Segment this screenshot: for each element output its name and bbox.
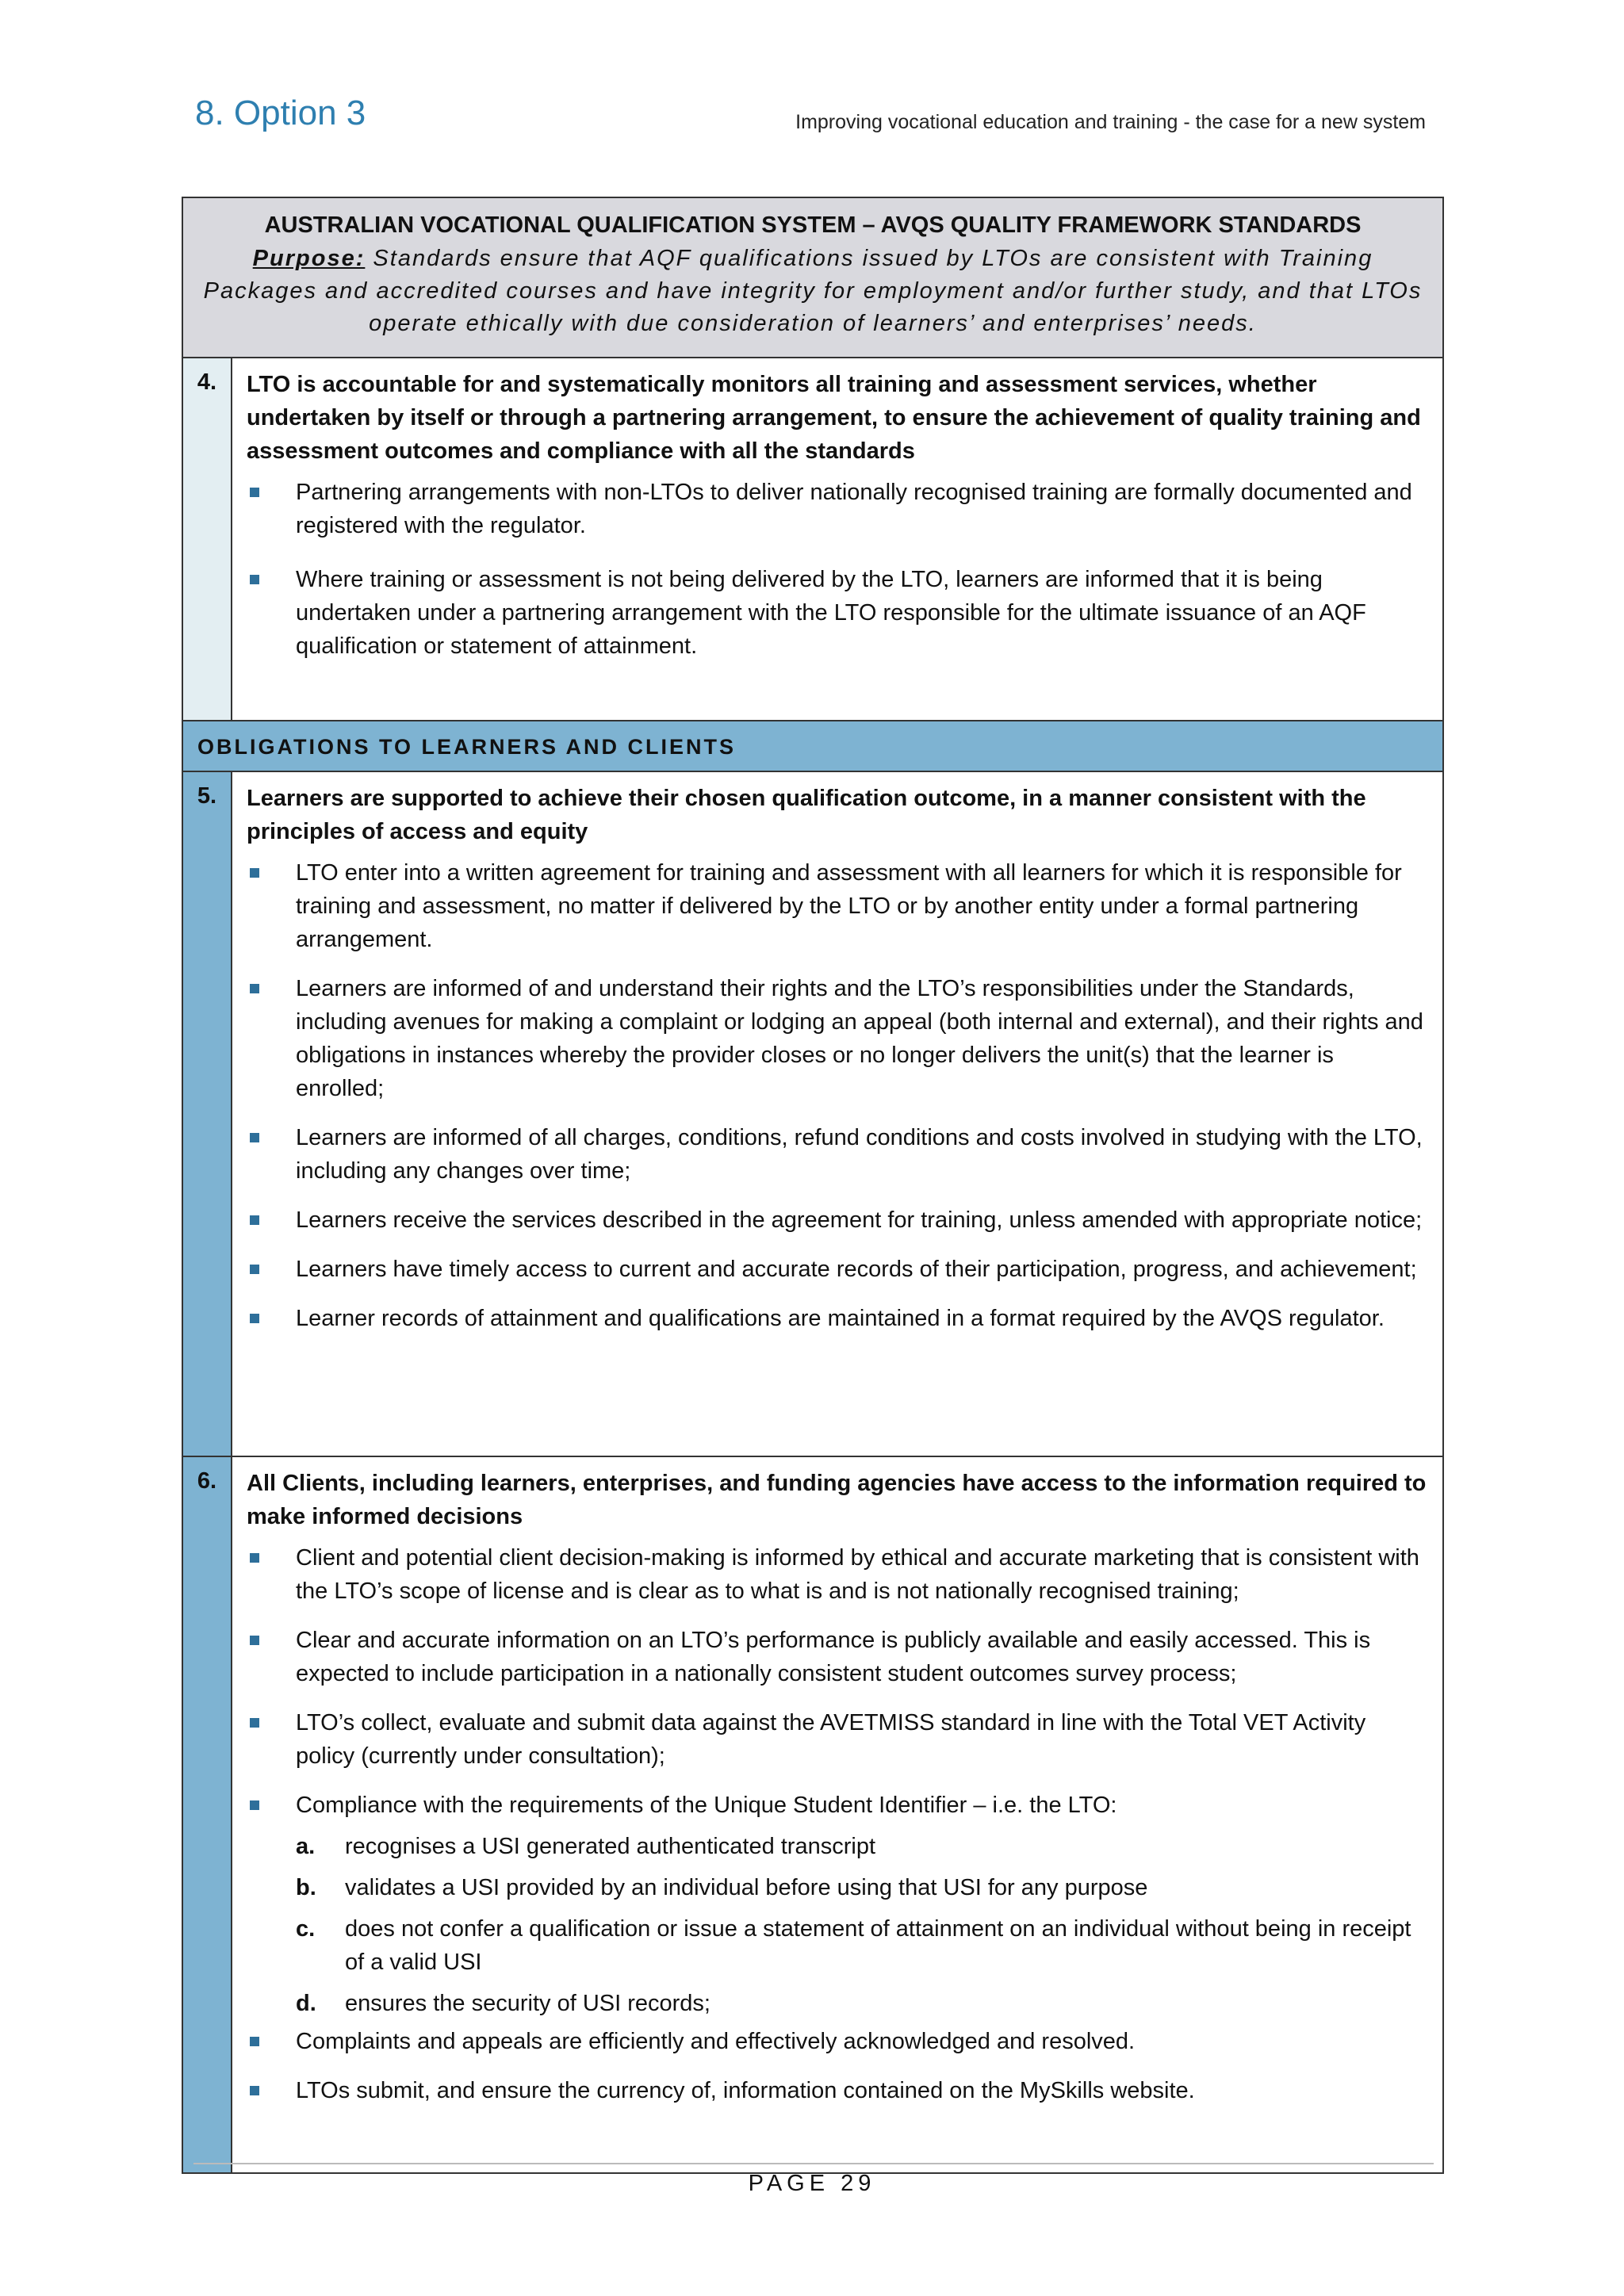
standard-row-5 [183, 772, 1442, 1457]
bullet-square-icon [250, 1553, 259, 1563]
list-item: Partnering arrangements with non-LTOs to deliver nationally recognised training are formally documented and registered with the regulator. [247, 476, 1428, 542]
list-item: Compliance with the requirements of the Unique Student Identifier – i.e. the LTO: [247, 1789, 1428, 1822]
sub-list-item: d. ensures the security of USI records; [296, 1991, 710, 2016]
list-item: Where training or assessment is not being delivered by the LTO, learners are informed that it is being undertaken under a partnering arrangement with the LTO responsible for the ultimate issuance of an AQF qualification or statement of attainment. [247, 563, 1428, 663]
page-number: PAGE 29 [748, 2171, 876, 2196]
usi-sub-list [247, 1830, 1428, 2020]
list-item: Learner records of attainment and qualifications are maintained in a format required by the AVQS regulator. [247, 1302, 1428, 1335]
bullet-square-icon [250, 1133, 259, 1142]
sub-list-item: a. recognises a USI generated authenticated transcript [296, 1834, 876, 1859]
list-item: Clear and accurate information on an LTO’s performance is publicly available and easily accessed. This is expected to include participation in a nationally consistent student outcomes survey process; [247, 1624, 1428, 1690]
bullet-square-icon [250, 2037, 259, 2046]
standards-table [182, 197, 1444, 2174]
list-item: Learners have timely access to current and accurate records of their participation, progress, and achievement; [247, 1253, 1428, 1286]
standard-content [232, 772, 1442, 1456]
purpose-statement [202, 243, 1423, 340]
bullet-square-icon [250, 984, 259, 993]
standard-number: 4. [183, 358, 232, 720]
list-item: Learners receive the services described in the agreement for training, unless amended with appropriate notice; [247, 1203, 1428, 1237]
list-item: Learners are informed of all charges, conditions, refund conditions and costs involved in studying with the LTO, including any changes over time; [247, 1121, 1428, 1188]
bullet-square-icon [250, 1215, 259, 1225]
bullet-square-icon [250, 575, 259, 584]
standard-statement: Learners are supported to achieve their chosen qualification outcome, in a manner consistent with the principles of access and equity [247, 786, 1366, 844]
list-item: LTO’s collect, evaluate and submit data against the AVETMISS standard in line with the Total VET Activity policy (currently under consultation); [247, 1706, 1428, 1773]
section-title: 8. Option 3 [195, 94, 366, 132]
standard-number: 6. [183, 1457, 232, 2172]
bullet-square-icon [250, 1718, 259, 1728]
bullet-list [247, 856, 1428, 1335]
standard-row-6 [183, 1457, 1442, 2172]
bullet-square-icon [250, 1265, 259, 1274]
standard-content [232, 1457, 1442, 2172]
bullet-square-icon [250, 1636, 259, 1645]
table-title: AUSTRALIAN VOCATIONAL QUALIFICATION SYSTEM – AVQS QUALITY FRAMEWORK STANDARDS [264, 212, 1362, 238]
bullet-square-icon [250, 1800, 259, 1810]
table-header [183, 198, 1442, 358]
list-item: Client and potential client decision-making is informed by ethical and accurate marketing that is consistent with the LTO’s scope of license and is clear as to what is and is not nationally recognised training; [247, 1541, 1428, 1608]
list-item: Complaints and appeals are efficiently and effectively acknowledged and resolved. [247, 2025, 1428, 2058]
bullet-list [247, 1541, 1428, 1822]
standard-content [232, 358, 1442, 720]
list-item: LTO enter into a written agreement for training and assessment with all learners for which it is responsible for training and assessment, no matter if delivered by the LTO or by another entity under a formal partnering arrangement. [247, 856, 1428, 956]
bullet-square-icon [250, 2086, 259, 2095]
footer-divider [193, 2163, 1434, 2164]
standard-statement: All Clients, including learners, enterprises, and funding agencies have access to the information required to make informed decisions [247, 1471, 1427, 1529]
bullet-list [247, 2025, 1428, 2107]
bullet-square-icon [250, 488, 259, 497]
purpose-label: Purpose: [252, 246, 366, 271]
list-item: LTOs submit, and ensure the currency of, information contained on the MySkills website. [247, 2074, 1428, 2107]
list-item: Learners are informed of and understand their rights and the LTO’s responsibilities under the Standards, including avenues for making a complaint or lodging an appeal (both internal and external), and their rights and obligations in instances whereby the provider closes or no longer delivers the unit(s) that the learner is enrolled; [247, 972, 1428, 1105]
section-heading-obligations: OBLIGATIONS TO LEARNERS AND CLIENTS [183, 721, 1442, 772]
sub-list-item: b. validates a USI provided by an individual before using that USI for any purpose [296, 1875, 1148, 1900]
document-title: Improving vocational education and training - the case for a new system [795, 111, 1426, 133]
bullet-square-icon [250, 868, 259, 878]
sub-list-item: c. does not confer a qualification or issue a statement of attainment on an individual without being in receipt of a valid USI [296, 1916, 1411, 1975]
standard-number: 5. [183, 772, 232, 1456]
standard-statement: LTO is accountable for and systematically monitors all training and assessment services, whether undertaken by itself or through a partnering arrangement, to ensure the achievement of quality training and assessment outcomes and compliance with all the standards [247, 372, 1421, 464]
standard-row-4 [183, 358, 1442, 721]
bullet-square-icon [250, 1314, 259, 1323]
bullet-list [247, 476, 1428, 663]
purpose-text: Standards ensure that AQF qualifications issued by LTOs are consistent with Training Packages and accredited courses and have integrity for employment and/or further study, and that LTOs operate ethically with due consideration of learners’ and enterprises’ needs. [203, 246, 1423, 336]
